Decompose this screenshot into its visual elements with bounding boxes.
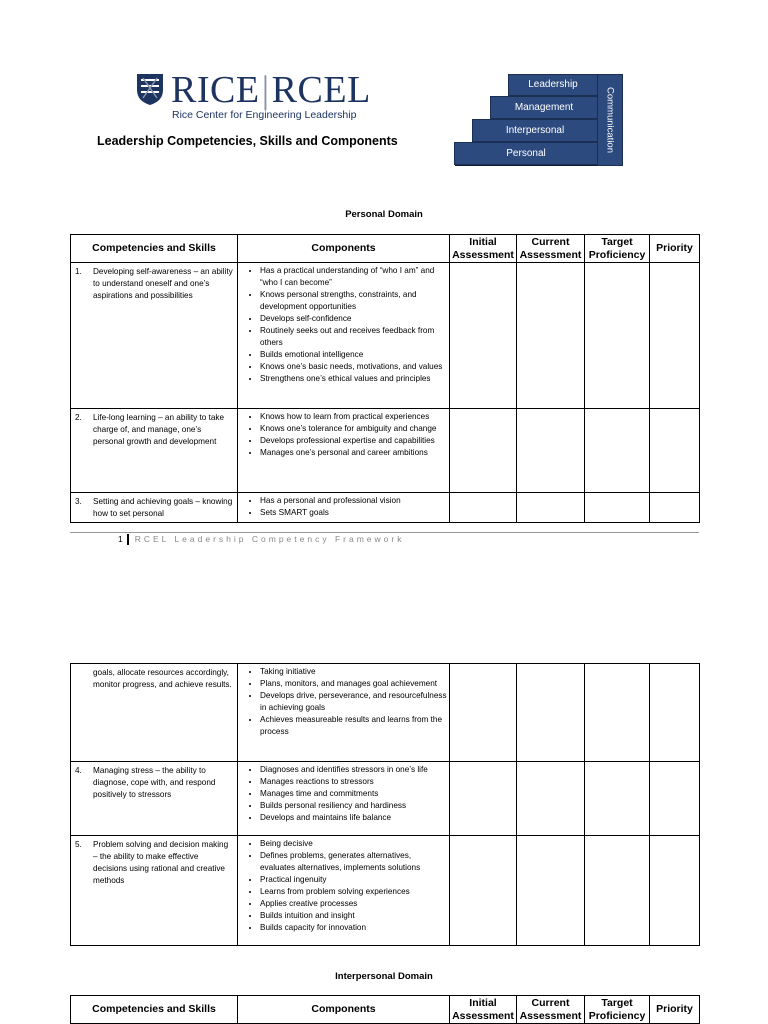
- current-assessment-cell[interactable]: [517, 836, 585, 946]
- step-leadership: Leadership: [508, 74, 598, 96]
- list-item: • Learns from problem solving experiences: [260, 886, 447, 898]
- priority-cell[interactable]: [650, 409, 700, 493]
- target-proficiency-cell[interactable]: [585, 762, 650, 836]
- table-row: [71, 664, 700, 762]
- list-item: • Knows how to learn from practical experiences: [260, 411, 447, 423]
- rice-rcel-logo: [133, 69, 371, 121]
- initial-assessment-cell[interactable]: [450, 493, 517, 523]
- header-components: Components: [238, 235, 450, 263]
- header-initial-assessment: Initial Assessment: [450, 996, 517, 1024]
- table-row: [71, 409, 700, 493]
- logo-subtitle: Rice Center for Engineering Leadership: [172, 109, 357, 121]
- table-header-row: [71, 996, 700, 1024]
- priority-cell[interactable]: [650, 836, 700, 946]
- list-item: • Has a personal and professional vision: [260, 495, 447, 507]
- competency-cell: 1. Developing self-awareness – an ability to understand oneself and one’s aspirations and possibilities: [71, 263, 238, 409]
- list-item: • Develops professional expertise and capabilities: [260, 435, 447, 447]
- current-assessment-cell[interactable]: [517, 409, 585, 493]
- list-item: • Practical ingenuity: [260, 874, 447, 886]
- header-target-proficiency: Target Proficiency: [585, 996, 650, 1024]
- list-item: • Taking initiative: [260, 666, 447, 678]
- logo-wordmark: RICE|RCEL: [171, 69, 371, 111]
- page-number: 1: [118, 534, 123, 544]
- rice-shield-icon: [135, 72, 165, 106]
- list-item: • Develops and maintains life balance: [260, 812, 447, 824]
- initial-assessment-cell[interactable]: [450, 409, 517, 493]
- list-item: • Knows personal strengths, constraints, and development opportunities: [260, 289, 447, 313]
- header-initial-assessment: Initial Assessment: [450, 235, 517, 263]
- current-assessment-cell[interactable]: [517, 664, 585, 762]
- list-item: • Achieves measureable results and learns from the process: [260, 714, 447, 738]
- table-header-row: [71, 235, 700, 263]
- competency-cell: 5. Problem solving and decision making – the ability to make effective decisions using rational and creative methods: [71, 836, 238, 946]
- list-item: • Builds personal resiliency and hardiness: [260, 800, 447, 812]
- current-assessment-cell[interactable]: [517, 263, 585, 409]
- competency-cell: 4. Managing stress – the ability to diagnose, cope with, and respond positively to stressors: [71, 762, 238, 836]
- header-priority: Priority: [650, 235, 700, 263]
- document-title: Leadership Competencies, Skills and Components: [97, 134, 398, 148]
- initial-assessment-cell[interactable]: [450, 263, 517, 409]
- competency-cell: 3. Setting and achieving goals – knowing how to set personal: [71, 493, 238, 523]
- list-item: • Defines problems, generates alternatives, evaluates alternatives, implements solutions: [260, 850, 447, 874]
- target-proficiency-cell[interactable]: [585, 493, 650, 523]
- table-row: [71, 493, 700, 523]
- initial-assessment-cell[interactable]: [450, 762, 517, 836]
- list-item: • Manages time and commitments: [260, 788, 447, 800]
- initial-assessment-cell[interactable]: [450, 664, 517, 762]
- list-item: • Develops drive, perseverance, and resourcefulness in achieving goals: [260, 690, 447, 714]
- header-priority: Priority: [650, 996, 700, 1024]
- list-item: • Builds intuition and insight: [260, 910, 447, 922]
- header-current-assessment: Current Assessment: [517, 996, 585, 1024]
- target-proficiency-cell[interactable]: [585, 836, 650, 946]
- page-footer: [118, 534, 404, 545]
- list-item: • Knows one’s basic needs, motivations, and values: [260, 361, 447, 373]
- components-cell: [238, 493, 450, 523]
- competency-cell: 2. Life-long learning – an ability to take charge of, and manage, one’s personal growth and development: [71, 409, 238, 493]
- header-target-proficiency: Target Proficiency: [585, 235, 650, 263]
- personal-domain-table: [70, 234, 700, 523]
- list-item: • Builds capacity for innovation: [260, 922, 447, 934]
- list-item: • Routinely seeks out and receives feedback from others: [260, 325, 447, 349]
- header-competencies: Competencies and Skills: [71, 235, 238, 263]
- components-cell: [238, 409, 450, 493]
- target-proficiency-cell[interactable]: [585, 409, 650, 493]
- step-management: Management: [490, 96, 598, 119]
- components-cell: [238, 263, 450, 409]
- components-cell: [238, 762, 450, 836]
- list-item: • Being decisive: [260, 838, 447, 850]
- list-item: • Sets SMART goals: [260, 507, 447, 519]
- target-proficiency-cell[interactable]: [585, 263, 650, 409]
- current-assessment-cell[interactable]: [517, 762, 585, 836]
- list-item: • Manages one’s personal and career ambitions: [260, 447, 447, 459]
- list-item: • Has a practical understanding of “who I am” and “who I can become”: [260, 265, 447, 289]
- priority-cell[interactable]: [650, 664, 700, 762]
- list-item: • Applies creative processes: [260, 898, 447, 910]
- list-item: • Plans, monitors, and manages goal achievement: [260, 678, 447, 690]
- current-assessment-cell[interactable]: [517, 493, 585, 523]
- competency-cell: goals, allocate resources accordingly, monitor progress, and achieve results.: [71, 664, 238, 762]
- footer-divider: [70, 532, 699, 533]
- list-item: • Develops self-confidence: [260, 313, 447, 325]
- priority-cell[interactable]: [650, 762, 700, 836]
- footer-text: RCEL Leadership Competency Framework: [134, 534, 405, 544]
- components-cell: [238, 836, 450, 946]
- list-item: • Manages reactions to stressors: [260, 776, 447, 788]
- components-cell: [238, 664, 450, 762]
- step-personal: Personal: [454, 142, 598, 165]
- list-item: • Strengthens one’s ethical values and principles: [260, 373, 447, 385]
- table-row: [71, 263, 700, 409]
- target-proficiency-cell[interactable]: [585, 664, 650, 762]
- list-item: • Knows one’s tolerance for ambiguity and change: [260, 423, 447, 435]
- header-components: Components: [238, 996, 450, 1024]
- personal-domain-title: Personal Domain: [345, 209, 423, 220]
- header-current-assessment: Current Assessment: [517, 235, 585, 263]
- personal-domain-table-continued: [70, 663, 700, 946]
- table-row: [71, 836, 700, 946]
- header-competencies: Competencies and Skills: [71, 996, 238, 1024]
- step-communication: Communication: [597, 74, 623, 166]
- interpersonal-domain-title: Interpersonal Domain: [335, 971, 433, 982]
- interpersonal-domain-table: [70, 995, 700, 1024]
- table-row: [71, 762, 700, 836]
- list-item: • Diagnoses and identifies stressors in one’s life: [260, 764, 447, 776]
- priority-cell[interactable]: [650, 263, 700, 409]
- list-item: • Builds emotional intelligence: [260, 349, 447, 361]
- step-interpersonal: Interpersonal: [472, 119, 598, 142]
- initial-assessment-cell[interactable]: [450, 836, 517, 946]
- priority-cell[interactable]: [650, 493, 700, 523]
